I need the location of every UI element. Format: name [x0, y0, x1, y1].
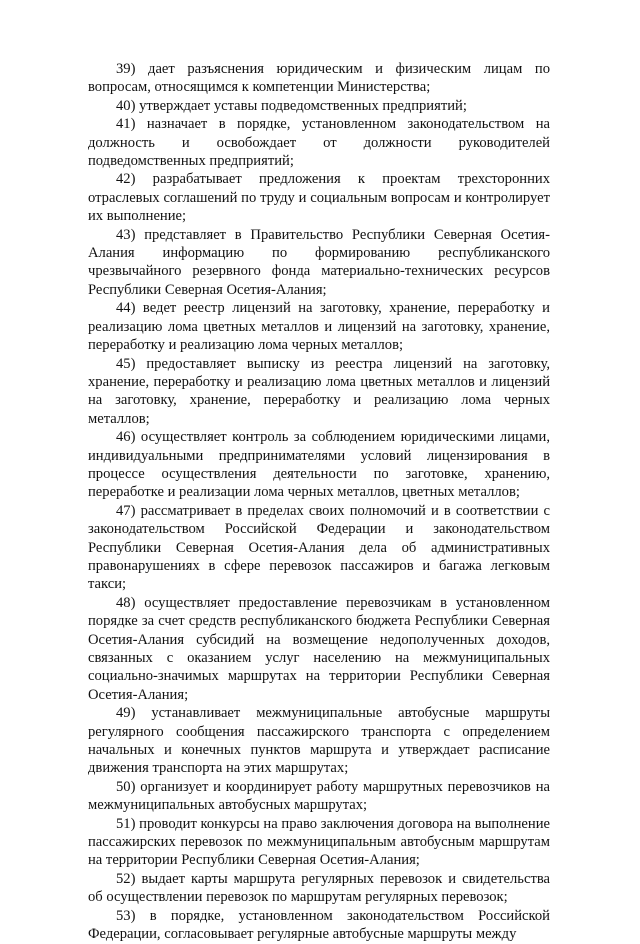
paragraph-43: 43) представляет в Правительство Республики Северная Осетия-Алания информацию по формированию республиканского чрезвычайного резервного фонда материально-технических ресурсов Республики Северная Осетия-Алания; [88, 226, 550, 298]
paragraph-40: 40) утверждает уставы подведомственных предприятий; [116, 97, 467, 114]
paragraph-53: 53) в порядке, установленном законодательством Российской Федерации, согласовывает регулярные автобусные маршруты между [88, 907, 550, 943]
paragraph-47: 47) рассматривает в пределах своих полномочий и в соответствии с законодательством Российской Федерации и законодательством Республики Северная Осетия-Алания дела об административных правонарушениях в сфере перевозок пассажиров и багажа легковым такси; [88, 502, 550, 593]
paragraph-48: 48) осуществляет предоставление перевозчикам в установленном порядке за счет средств республиканского бюджета Республики Северная Осетия-Алания субсидий на возмещение недополученных доходов, связанных с оказанием услуг населению на межмуниципальных социально-значимых маршрутах на территории Республики Северная Осетия-Алания; [88, 594, 550, 703]
document-page [88, 60, 550, 944]
paragraph-39: 39) дает разъяснения юридическим и физическим лицам по вопросам, относящимся к компетенции Министерства; [88, 61, 550, 96]
paragraph-50: 50) организует и координирует работу маршрутных перевозчиков на межмуниципальных автобусных маршрутах; [88, 778, 550, 814]
paragraph-44: 44) ведет реестр лицензий на заготовку, хранение, переработку и реализацию лома цветных металлов и лицензий на заготовку, хранение, переработку и реализацию лома черных металлов; [88, 300, 550, 354]
paragraph-45: 45) предоставляет выписку из реестра лицензий на заготовку, хранение, переработку и реализацию лома цветных металлов и лицензий на заготовку, хранение, переработку и реализацию лома черных металлов; [88, 355, 550, 427]
paragraph-49: 49) устанавливает межмуниципальные автобусные маршруты регулярного сообщения пассажирского транспорта с определением начальных и конечных пунктов маршрута и утверждает расписание движения транспорта на этих маршрутах; [88, 705, 550, 777]
paragraph-42: 42) разрабатывает предложения к проектам трехсторонних отраслевых соглашений по труду и социальным вопросам и контролирует их выполнение; [88, 171, 550, 225]
paragraph-41: 41) назначает в порядке, установленном законодательством на должность и освобождает от должности руководителей подведомственных предприятий; [88, 116, 550, 170]
paragraph-46: 46) осуществляет контроль за соблюдением юридическими лицами, индивидуальными предпринимателями условий лицензирования в процессе осуществления деятельности по заготовке, хранению, переработке и реализации лома черных металлов, цветных металлов; [88, 429, 550, 501]
paragraph-52: 52) выдает карты маршрута регулярных перевозок и свидетельства об осуществлении перевозок по маршрутам регулярных перевозок; [88, 870, 550, 906]
paragraph-51: 51) проводит конкурсы на право заключения договора на выполнение пассажирских перевозок по межмуниципальным автобусным маршрутам на территории Республики Северная Осетия-Алания; [88, 815, 550, 869]
